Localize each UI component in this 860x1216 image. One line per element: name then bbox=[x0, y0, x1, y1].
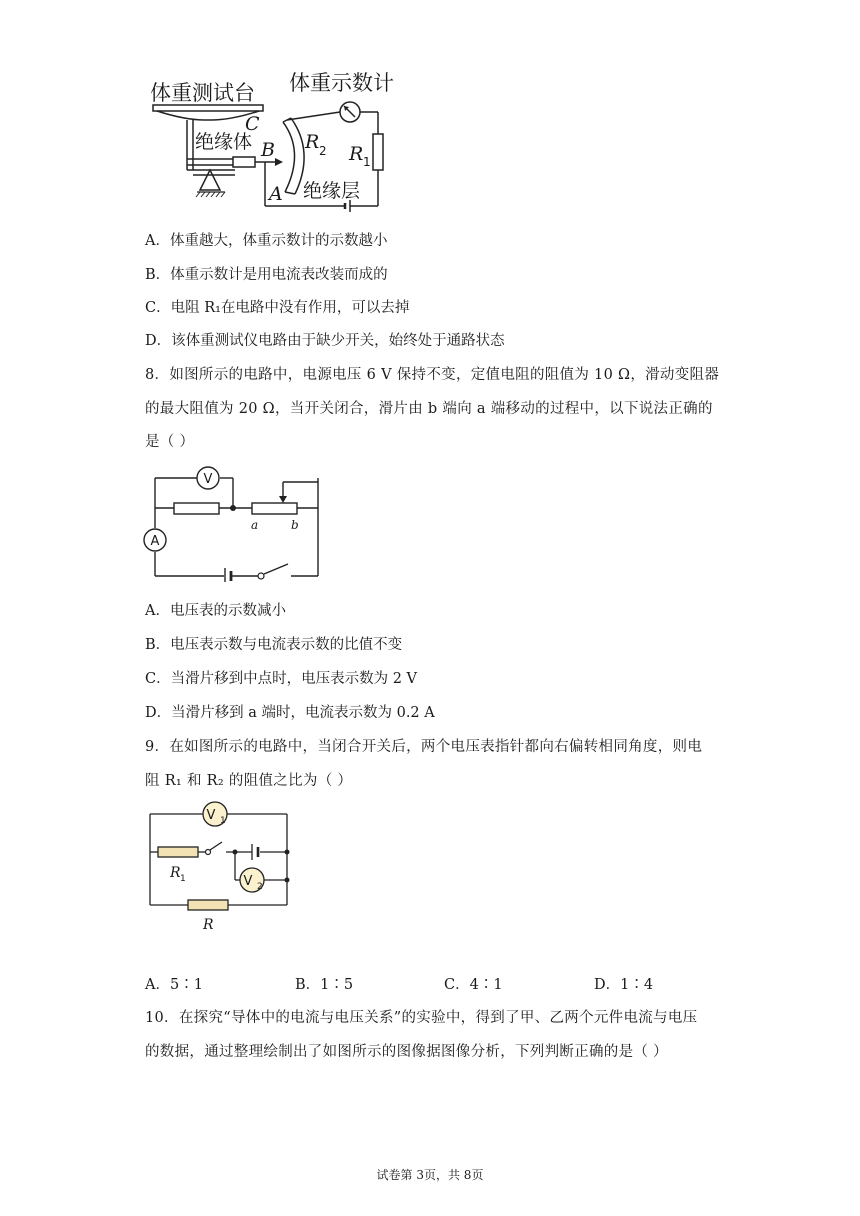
insulating-layer-label: 绝缘层 bbox=[303, 180, 361, 202]
figure-q8-circuit bbox=[140, 460, 330, 582]
q9-option-c: C．4∶1 bbox=[444, 977, 503, 993]
figure-q9-circuit bbox=[140, 798, 300, 938]
q8-stem-line-2: 的最大阻值为 20 Ω，当开关闭合，滑片由 b 端向 a 端移动的过程中，以下说法正确的 bbox=[145, 401, 713, 417]
r2-subscript: 2 bbox=[319, 144, 327, 158]
r1-subscript: 1 bbox=[363, 155, 371, 169]
q8-option-c: C．当滑片移到中点时，电压表示数为 2 V bbox=[145, 671, 418, 687]
q9-option-b: B．1∶5 bbox=[295, 977, 354, 993]
point-a-label: A bbox=[269, 183, 283, 205]
q7-option-a: A．体重越大，体重示数计的示数越小 bbox=[145, 233, 388, 249]
q10-stem-line-1: 10．在探究“导体中的电流与电压关系”的实验中，得到了甲、乙两个元件电流与电压 bbox=[145, 1010, 698, 1026]
page-footer: 试卷第 3页，共 8页 bbox=[376, 1168, 484, 1182]
point-b-label: B bbox=[261, 139, 275, 161]
q7-option-b: B．体重示数计是用电流表改装而成的 bbox=[145, 267, 388, 283]
q8-ammeter-label: A bbox=[150, 534, 160, 549]
q8-stem-line-1: 8．如图所示的电路中，电源电压 6 V 保持不变，定值电阻的阻值为 10 Ω，滑动变阻器 bbox=[145, 367, 720, 383]
q9-option-a: A．5∶1 bbox=[145, 977, 203, 993]
q8-voltmeter-label: V bbox=[203, 472, 213, 487]
r1-label: R bbox=[349, 143, 364, 165]
insulator-label: 绝缘体 bbox=[195, 131, 253, 153]
q9-r-label: R bbox=[203, 917, 214, 933]
platform-label: 体重测试台 bbox=[150, 81, 255, 105]
q9-v1-label: V bbox=[206, 808, 216, 823]
q8-end-b-label: b bbox=[291, 518, 299, 532]
q9-r1-subscript: 1 bbox=[180, 874, 186, 884]
q9-v1-subscript: 1 bbox=[220, 816, 226, 826]
q9-v2-label: V bbox=[243, 874, 253, 889]
q9-r1-label: R bbox=[170, 865, 181, 881]
q8-option-d: D．当滑片移到 a 端时，电流表示数为 0.2 A bbox=[145, 705, 435, 721]
q8-option-b: B．电压表示数与电流表示数的比值不变 bbox=[145, 637, 403, 653]
r2-label: R bbox=[305, 131, 320, 153]
q9-stem-line-1: 9．在如图所示的电路中，当闭合开关后，两个电压表指针都向右偏转相同角度，则电 bbox=[145, 739, 703, 755]
q9-stem-line-2: 阻 R₁ 和 R₂ 的阻值之比为（ ） bbox=[145, 773, 353, 789]
q10-stem-line-2: 的数据，通过整理绘制出了如图所示的图像据图像分析，下列判断正确的是（ ） bbox=[145, 1044, 668, 1060]
figure-body-weight-tester bbox=[145, 62, 415, 212]
meter-label: 体重示数计 bbox=[289, 71, 394, 95]
q9-option-d: D．1∶4 bbox=[594, 977, 654, 993]
q9-v2-subscript: 2 bbox=[257, 882, 263, 892]
q8-end-a-label: a bbox=[251, 518, 259, 532]
point-c-label: C bbox=[245, 113, 260, 135]
q8-option-a: A．电压表的示数减小 bbox=[145, 603, 286, 619]
q7-option-d: D．该体重测试仪电路由于缺少开关，始终处于通路状态 bbox=[145, 333, 505, 349]
q8-stem-line-3: 是（ ） bbox=[145, 434, 195, 450]
q7-option-c: C．电阻 R₁在电路中没有作用，可以去掉 bbox=[145, 300, 410, 316]
